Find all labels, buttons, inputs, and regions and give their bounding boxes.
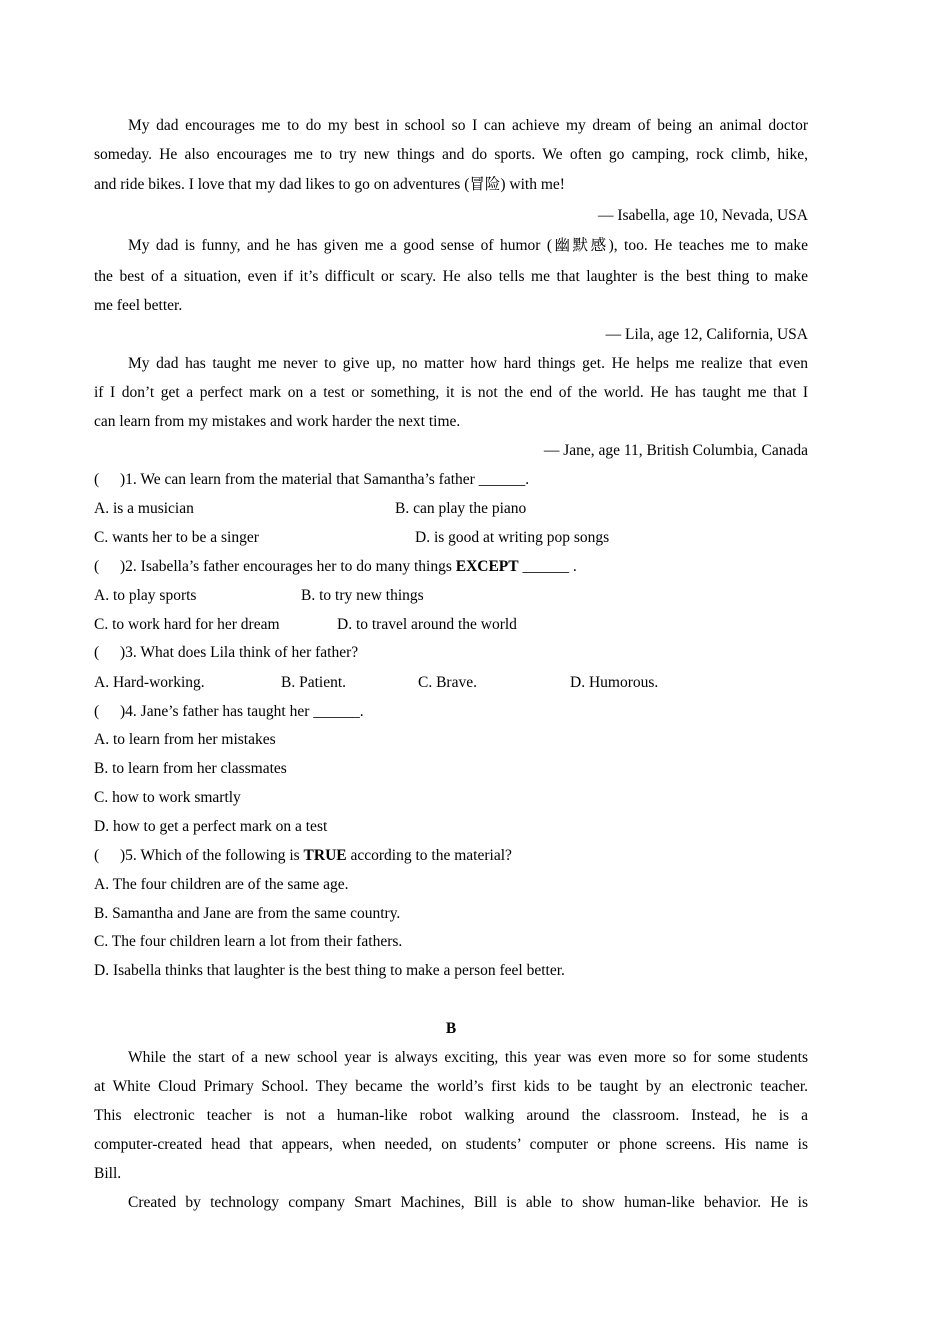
question-2-option-a: A. to play sports — [94, 587, 197, 604]
passage-b-paragraph-1-line-5: Bill. — [94, 1165, 122, 1182]
answer-bracket: ( — [94, 558, 100, 575]
question-1-option-d: D. is good at writing pop songs — [415, 529, 610, 546]
question-2-keyword: EXCEPT — [455, 558, 519, 575]
question-5-keyword: TRUE — [303, 847, 347, 864]
question-3-option-d: D. Humorous. — [570, 674, 659, 691]
question-2-text-end: ______ . — [518, 558, 577, 575]
question-4-text: )4. Jane’s father has taught her ______. — [120, 703, 364, 720]
question-4-option-a: A. to learn from her mistakes — [94, 731, 276, 748]
paragraph-lila-line-2: the best of a situation, even if it’s difficult or scary. He also tells me that laughter is the best thing to make — [94, 268, 808, 285]
question-2-option-b: B. to try new things — [301, 587, 424, 604]
answer-bracket: ( — [94, 644, 100, 661]
question-4-option-d: D. how to get a perfect mark on a test — [94, 818, 328, 835]
question-4 — [94, 702, 808, 722]
question-5-text-start: )5. Which of the following is — [120, 847, 304, 864]
question-1-option-c: C. wants her to be a singer — [94, 529, 259, 546]
question-1-option-b: B. can play the piano — [395, 500, 527, 517]
question-5-text-end: according to the material? — [346, 847, 512, 864]
paragraph-isabella-line-3: and ride bikes. I love that my dad likes to go on adventures (冒险) with me! — [94, 176, 565, 193]
question-3-text: )3. What does Lila think of her father? — [120, 644, 359, 661]
passage-b-paragraph-1-line-3: This electronic teacher is not a human-like robot walking around the classroom. Instead, he is a — [94, 1107, 808, 1124]
signature-jane: — Jane, age 11, British Columbia, Canada — [543, 442, 808, 459]
question-4-option-b: B. to learn from her classmates — [94, 760, 287, 777]
question-5-option-d: D. Isabella thinks that laughter is the best thing to make a person feel better. — [94, 962, 565, 979]
question-2 — [94, 557, 808, 577]
question-4-option-c: C. how to work smartly — [94, 789, 241, 806]
paragraph-jane-line-2: if I don’t get a perfect mark on a test or something, it is not the end of the world. He has taught me that I — [94, 384, 808, 401]
question-5 — [94, 846, 808, 866]
question-2-text — [120, 557, 577, 577]
question-1-option-a: A. is a musician — [94, 500, 194, 517]
signature-isabella: — Isabella, age 10, Nevada, USA — [597, 207, 808, 224]
question-1 — [94, 470, 808, 490]
signature-lila: — Lila, age 12, California, USA — [605, 326, 808, 343]
question-5-option-a: A. The four children are of the same age. — [94, 876, 349, 893]
passage-b-paragraph-1-line-1: While the start of a new school year is always exciting, this year was even more so for some students — [128, 1049, 808, 1066]
question-1-text: )1. We can learn from the material that Samantha’s father ______. — [120, 471, 530, 488]
question-3-option-a: A. Hard-working. — [94, 674, 205, 691]
paragraph-jane-line-3: can learn from my mistakes and work harder the next time. — [94, 413, 461, 430]
passage-b-paragraph-1-line-2: at White Cloud Primary School. They became the world’s first kids to be taught by an electronic teacher. — [94, 1078, 808, 1095]
question-3 — [94, 643, 808, 663]
paragraph-jane-line-1: My dad has taught me never to give up, no matter how hard things get. He helps me realize that even — [128, 355, 808, 372]
paragraph-lila-line-1: My dad is funny, and he has given me a good sense of humor (幽默感), too. He teaches me to make — [128, 237, 808, 254]
paragraph-isabella-line-2: someday. He also encourages me to try new things and do sports. We often go camping, rock climb, hike, — [94, 146, 808, 163]
answer-bracket: ( — [94, 847, 100, 864]
answer-bracket: ( — [94, 471, 100, 488]
paragraph-isabella-line-1: My dad encourages me to do my best in school so I can achieve my dream of being an animal doctor — [128, 117, 808, 134]
passage-b-paragraph-1-line-4: computer-created head that appears, when needed, on students’ computer or phone screens. His name is — [94, 1136, 808, 1153]
question-2-option-d: D. to travel around the world — [337, 616, 517, 633]
question-5-text — [120, 846, 512, 866]
paragraph-lila-line-3: me feel better. — [94, 297, 183, 314]
question-2-text-start: )2. Isabella’s father encourages her to do many things — [120, 558, 456, 575]
answer-bracket: ( — [94, 703, 100, 720]
passage-b-paragraph-2-line-1: Created by technology company Smart Machines, Bill is able to show human-like behavior. He is — [128, 1194, 808, 1211]
section-title-b: B — [445, 1020, 457, 1037]
question-3-option-b: B. Patient. — [281, 674, 347, 691]
question-2-option-c: C. to work hard for her dream — [94, 616, 280, 633]
question-5-option-c: C. The four children learn a lot from their fathers. — [94, 933, 403, 950]
question-5-option-b: B. Samantha and Jane are from the same country. — [94, 905, 401, 922]
question-3-option-c: C. Brave. — [418, 674, 477, 691]
